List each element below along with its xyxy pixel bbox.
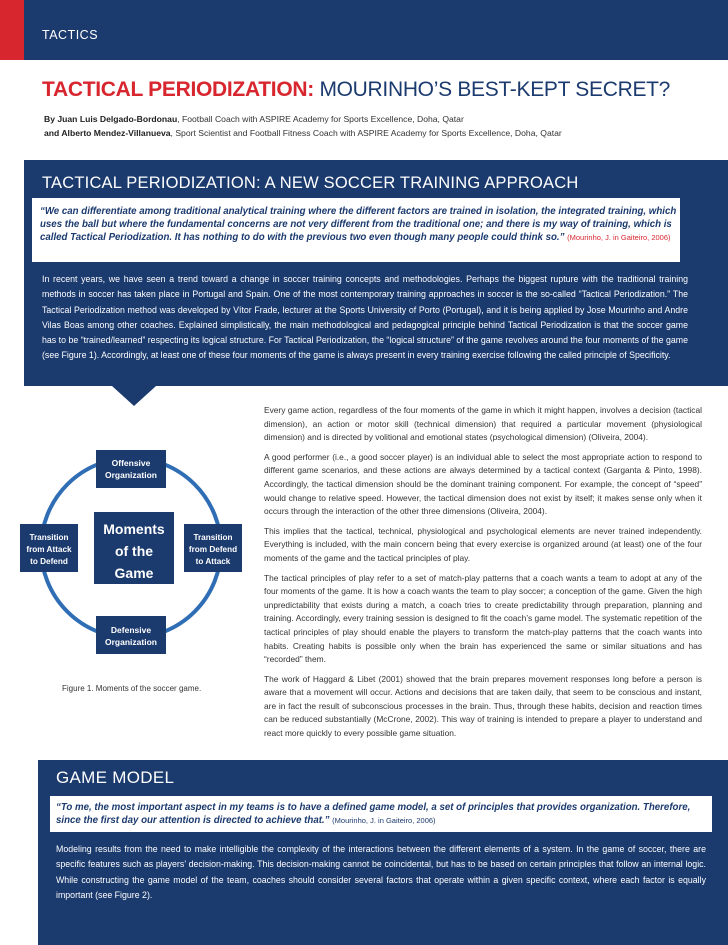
article-title bbox=[42, 78, 670, 102]
article-title-blue: MOURINHO’S BEST-KEPT SECRET? bbox=[313, 78, 671, 101]
section1-quote-cite: (Mourinho, J. in Gaiteiro, 2006) bbox=[567, 233, 671, 242]
section2-quote: “To me, the most important aspect in my teams is to have a defined game model, a set of principles that provides organization. Therefore, since the first day our attention is directed to achieve that.” (Mourinho, J. in Gaiteiro, 2006) bbox=[56, 802, 691, 826]
svg-text:to Defend: to Defend bbox=[30, 557, 68, 566]
svg-text:Transition: Transition bbox=[193, 533, 233, 542]
figure-caption: Figure 1. Moments of the soccer game. bbox=[62, 684, 202, 693]
svg-text:Defensive: Defensive bbox=[110, 625, 152, 635]
section2-quote-cite: (Mourinho, J. in Gaiteiro, 2006) bbox=[332, 816, 436, 825]
section1-body: In recent years, we have seen a trend toward a change in soccer training concepts and methodologies. Perhaps the biggest rupture with the traditional training methods in soccer has taken place in Portugal and Spain. One of the most contemporary training approaches in soccer is the so-called “Tactical Periodization.” The Tactical Periodization method was developed by Vítor Frade, lecturer at the Sports University of Porto (Portugal), and it is being applied by Jose Mourinho and Andre Vilas Boas among other coaches. Explained simplistically, the main methodological and pedagogical principle behind Tactical Periodization is that the soccer game has to be “trained/learned” respecting its logical structure. For Tactical Periodization, the “logical structure” of the game revolves around the four moments of the game (see Figure 1). Accordingly, at least one of these four moments of the game is always present in every training exercise following the called principle of Specificity. bbox=[42, 274, 688, 361]
svg-text:Transition: Transition bbox=[29, 533, 69, 542]
section2-body: Modeling results from the need to make intelligible the complexity of the interactions between the different elements of a system. In the game of soccer, there are specific features such as players’ decision-making. This decision-making cannot be coincidental, but has to be based on certain principles that follow an internal logic. While constructing the game model of the team, coaches should consider several factors that operate within a given specific context, where each factor is equally important (see Figure 2). bbox=[56, 844, 706, 900]
header-bar bbox=[0, 0, 728, 60]
svg-text:from Defend: from Defend bbox=[188, 545, 238, 554]
section1-title: TACTICAL PERIODIZATION: A NEW SOCCER TRAINING APPROACH bbox=[42, 174, 579, 192]
svg-text:Offensive: Offensive bbox=[111, 458, 151, 468]
svg-text:Organization: Organization bbox=[105, 470, 157, 480]
section1-box-notch bbox=[112, 386, 156, 406]
right-paragraph-3: This implies that the tactical, technical, physiological and psychological elements are never trained independently. Everything is included, with the main concern being that every exercise is organized around (at least) one of the four moments of the game and the tactical principles of play. bbox=[264, 525, 702, 563]
diagram-node-top bbox=[96, 450, 166, 488]
author-line-2: and Alberto Mendez-Villanueva, Sport Scientist and Football Fitness Coach with ASPIRE Academy for Sports Excellence, Doha, Qatar bbox=[44, 128, 562, 138]
right-paragraph-1: Every game action, regardless of the four moments of the game in which it might happen, involves a decision (tactical dimension), an action or motor skill (technical dimension) that required a particular movement (physiological dimension) and is directed by volitional and emotional states (psychological dimension) (Oliveira, 2004). bbox=[264, 405, 702, 443]
diagram-node-right bbox=[184, 524, 242, 572]
section1-quote: “We can differentiate among traditional analytical training where the different factors are trained in isolation, the integrated training, which uses the ball but where the fundamental concerns are not very different from the traditional one; and there is my way of training, which is called Tactical Periodization. It has nothing to do with the previous two even though many people could think so.” (Mourinho, J. in Gaiteiro, 2006) bbox=[40, 206, 677, 243]
section2-title: GAME MODEL bbox=[56, 768, 175, 787]
author-line-1: By Juan Luis Delgado-Bordonau, Football Coach with ASPIRE Academy for Sports Excellence, Doha, Qatar bbox=[44, 114, 464, 124]
moments-diagram bbox=[0, 420, 260, 700]
svg-text:Game: Game bbox=[114, 565, 154, 581]
authors bbox=[44, 112, 562, 140]
svg-text:Organization: Organization bbox=[105, 637, 157, 647]
section-tag: TACTICS bbox=[42, 28, 99, 42]
right-paragraph-2: A good performer (i.e., a good soccer player) is an individual able to select the most appropriate action to respond to different game scenarios, and these actions are always determined by a tactical context (Garganta & Pinto, 1998). Accordingly, the tactical dimension should be the dominant training component. For example, the concept of “speed” would change to relative speed. However, the tactical dimension does not exist by itself; it makes sense only when it occurs through the interaction of the other three dimensions (Oliveira, 2004). bbox=[264, 451, 702, 517]
diagram-node-left bbox=[20, 524, 78, 572]
right-column bbox=[264, 404, 702, 747]
diagram-center bbox=[94, 512, 174, 584]
right-paragraph-4: The tactical principles of play refer to a set of match-play patterns that a coach wants a team to adopt at any of the four moments of the game. It is how a coach wants the team to play soccer; a conception of the game. Given the high unpredictability that exists during a match, a coach tries to create predictability through preparation, planning and training. Accordingly, every training session is designed to fit the coach’s game model. The systematic repetition of the tactical principles of play should enable the players to transform the match-play patterns that the coach wants into habits. Creating habits is possible only when the brain has experienced the same or similar situations and has “recorded” them. bbox=[264, 572, 702, 665]
header-red-strip bbox=[0, 0, 24, 60]
article-title-red: TACTICAL PERIODIZATION: bbox=[42, 78, 314, 101]
svg-text:from Attack: from Attack bbox=[26, 545, 72, 554]
svg-text:of the: of the bbox=[114, 543, 154, 559]
svg-text:Moments: Moments bbox=[103, 521, 165, 537]
diagram-node-bottom bbox=[96, 616, 166, 654]
header-blue-bar bbox=[24, 0, 728, 60]
right-paragraph-5: The work of Haggard & Libet (2001) showed that the brain prepares movement responses long before a person is aware that a movement will occur. Actions and decisions that are taken daily, that seem to be conscious and instant, are in fact the result of subconscious processes in the brain. Thus, through these habits, decision and reaction times can be reduced substantially (McCrone, 2002). This way of training is intended to prepare a player to understand and react more quickly to every possible game situation. bbox=[264, 673, 702, 739]
svg-text:to Attack: to Attack bbox=[195, 557, 231, 566]
